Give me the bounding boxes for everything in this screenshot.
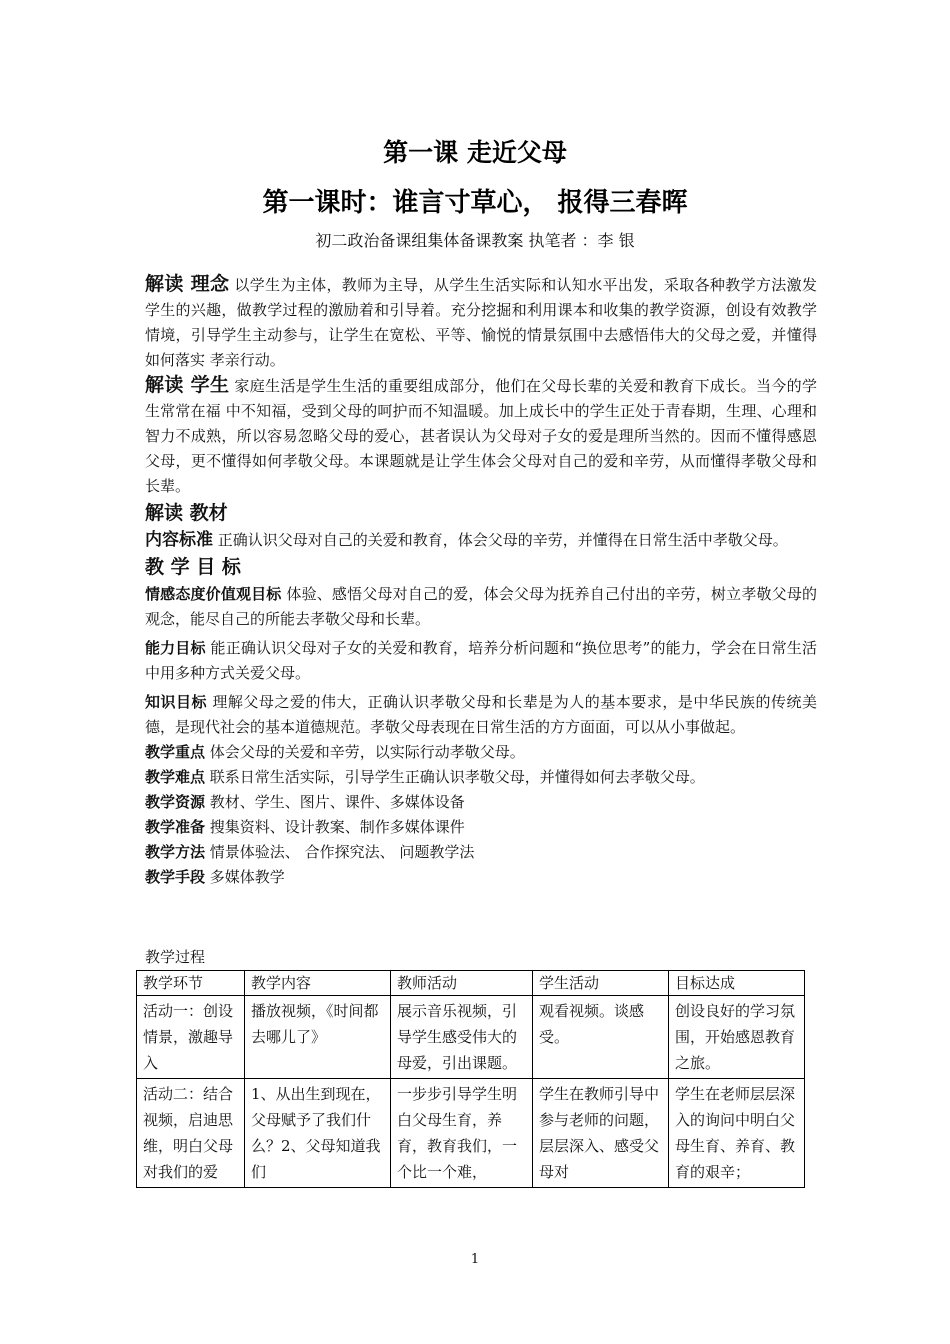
emotion-goal (145, 582, 817, 632)
content-cell: 1、从出生到现在，父母赋予了我们什么？2、父母知道我们 (245, 1079, 391, 1188)
goals-section (145, 553, 817, 582)
standard-heading: 内容标准 (145, 530, 213, 550)
means-text: 多媒体教学 (209, 868, 285, 886)
difficulty-text: 联系日常生活实际，引导学生正确认识孝敬父母，并懂得如何去孝敬父母。 (209, 768, 705, 786)
period-title: 第一课时：谁言寸草心， 报得三春晖 (262, 188, 688, 218)
table-row (137, 996, 805, 1079)
lesson-body (145, 272, 817, 890)
emotion-heading: 情感态度价值观目标 (145, 585, 282, 603)
byline: 初二政治备课组集体备课教案 执笔者 ：李 银 (315, 231, 635, 250)
methods-text: 情景体验法、 合作探究法、 问题教学法 (209, 843, 475, 861)
column-header: 教学环节 (137, 971, 245, 996)
process-table (136, 970, 805, 1188)
preparation-heading: 教学准备 (145, 818, 206, 836)
resources-heading: 教学资源 (145, 793, 206, 811)
keypoint-text: 体会父母的关爱和辛劳，以实际行动孝敬父母。 (209, 743, 525, 761)
knowledge-heading: 知识目标 (145, 693, 208, 711)
keypoint-heading: 教学重点 (145, 743, 206, 761)
content-cell: 播放视频，《时间都去哪儿了》 (245, 996, 391, 1079)
concept-text: 以学生为主体，教师为主导，从学生生活实际和认知水平出发，采取各种教学方法激发学生的兴趣，做教学过程的激励着和引导着。充分挖掘和利用课本和收集的教学资源，创设有效教学情境，引导学生主动参与，让学生在宽松、平等、愉悦的情景氛围中去感悟伟大的父母之爱，并懂得如何落实 孝亲行动。 (145, 276, 817, 369)
table-row (137, 1079, 805, 1188)
teacher-cell: 一步步引导学生明白父母生育，养育，教育我们，一个比一个难， (391, 1079, 533, 1188)
preparation-text: 搜集资料、设计教案、制作多媒体课件 (209, 818, 465, 836)
difficulty-heading: 教学难点 (145, 768, 206, 786)
standard-text: 正确认识父母对自己的关爱和教育，体会父母的辛劳，并懂得在日常生活中孝敬父母。 (217, 531, 788, 549)
goal-cell: 创设良好的学习氛围，开始感恩教育之旅。 (669, 996, 805, 1079)
ability-text: 能正确认识父母对子女的关爱和教育，培养分析问题和“换位思考”的能力，学会在日常生活中用多种方式关爱父母。 (145, 639, 817, 682)
concept-heading: 解读 理念 (145, 273, 230, 295)
lesson-title: 第一课 走近父母 (383, 138, 567, 167)
preparation-item (145, 815, 817, 840)
students-section (145, 373, 817, 499)
column-header: 目标达成 (669, 971, 805, 996)
column-header: 教学内容 (245, 971, 391, 996)
table-header-row (137, 971, 805, 996)
means-item (145, 865, 817, 890)
teacher-cell: 展示音乐视频，引导学生感受伟大的母爱，引出课题。 (391, 996, 533, 1079)
concept-section (145, 272, 817, 373)
textbook-section (145, 499, 817, 528)
students-text: 家庭生活是学生生活的重要组成部分，他们在父母长辈的关爱和教育下成长。当今的学生常常在福 中不知福，受到父母的呵护而不知温暖。加上成长中的学生正处于青春期，生理、心理和智力不成熟，所以容易忽略父母的爱心，甚者误认为父母对子女的爱是理所当然的。因而不懂得感恩父母，更不懂得如何孝敬父母。本课题就是让学生体会父母对自己的爱和辛劳，从而懂得孝敬父母和长辈。 (145, 377, 817, 495)
student-cell: 学生在教师引导中参与老师的问题，层层深入、感受父母对 (533, 1079, 669, 1188)
emotion-text: 体验、感悟父母对自己的爱，体会父母为抚养自己付出的辛劳，树立孝敬父母的观念，能尽自己的所能去孝敬父母和长辈。 (145, 585, 817, 628)
goal-cell: 学生在老师层层深入的询问中明白父母生育、养育、教育的艰辛； (669, 1079, 805, 1188)
knowledge-goal (145, 690, 817, 740)
student-cell: 观看视频。谈感受。 (533, 996, 669, 1079)
page-number: 1 (470, 1252, 480, 1267)
students-heading: 解读 学生 (145, 374, 230, 396)
difficulty-item (145, 765, 817, 790)
methods-item (145, 840, 817, 865)
resources-text: 教材、学生、图片、课件、多媒体设备 (209, 793, 465, 811)
knowledge-text: 理解父母之爱的伟大，正确认识孝敬父母和长辈是为人的基本要求，是中华民族的传统美德，是现代社会的基本道德规范。孝敬父母表现在日常生活的方方面面，可以从小事做起。 (145, 693, 817, 736)
keypoint-item (145, 740, 817, 765)
ability-heading: 能力目标 (145, 639, 206, 657)
column-header: 学生活动 (533, 971, 669, 996)
means-heading: 教学手段 (145, 868, 206, 886)
column-header: 教师活动 (391, 971, 533, 996)
resources-item (145, 790, 817, 815)
goals-heading: 教 学 目 标 (145, 556, 241, 578)
stage-cell: 活动一：创设情景，激趣导入 (137, 996, 245, 1079)
standard-section (145, 528, 817, 553)
ability-goal (145, 636, 817, 686)
process-label: 教学过程 (145, 948, 206, 966)
methods-heading: 教学方法 (145, 843, 206, 861)
textbook-heading: 解读 教材 (145, 502, 228, 524)
stage-cell: 活动二：结合视频，启迪思维，明白父母对我们的爱 (137, 1079, 245, 1188)
